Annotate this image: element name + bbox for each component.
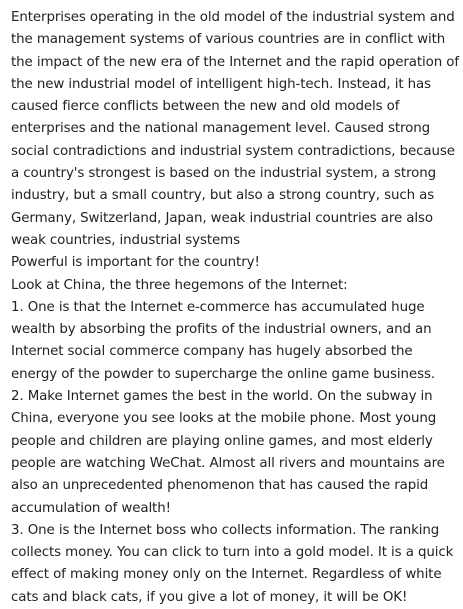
list-item-2: 2. Make Internet games the best in the world. On the subway in China, everyone you see looks at the mobile phone. Most young people and children are playing online games, and most elderly people are watching WeChat. Almost all rivers and mountains are also an unprecedented phenomenon that has caused the rapid accumulation of wealth! <box>11 389 445 516</box>
paragraph-intro: Enterprises operating in the old model of the industrial system and the management systems of various countries are in conflict with the impact of the new era of the Internet and the rapid operation of the new industrial model of intelligent high-tech. Instead, it has caused fierce conflicts between the new and old models of enterprises and the national management level. Caused strong social contradictions and industrial system contradictions, because a country's strongest is based on the industrial system, a strong industry, but a small country, but also a strong country, such as Germany, Switzerland, Japan, weak industrial countries are also weak countries, industrial systems <box>11 10 459 248</box>
list-item-3: 3. One is the Internet boss who collects information. The ranking collects money. You can click to turn into a gold model. It is a quick effect of making money only on the Internet. Regardless of white cats and black cats, if you give a lot of money, it will be OK! <box>11 522 454 605</box>
paragraph-conclusion: Powerful is important for the country! <box>11 255 260 271</box>
list-item-1: 1. One is that the Internet e-commerce has accumulated huge wealth by absorbing the profits of the industrial owners, and an Internet social commerce company has hugely absorbed the energy of the powder to supercharge the online game business. <box>11 299 435 382</box>
paragraph-china-hegemons: Look at China, the three hegemons of the Internet: <box>11 277 348 293</box>
